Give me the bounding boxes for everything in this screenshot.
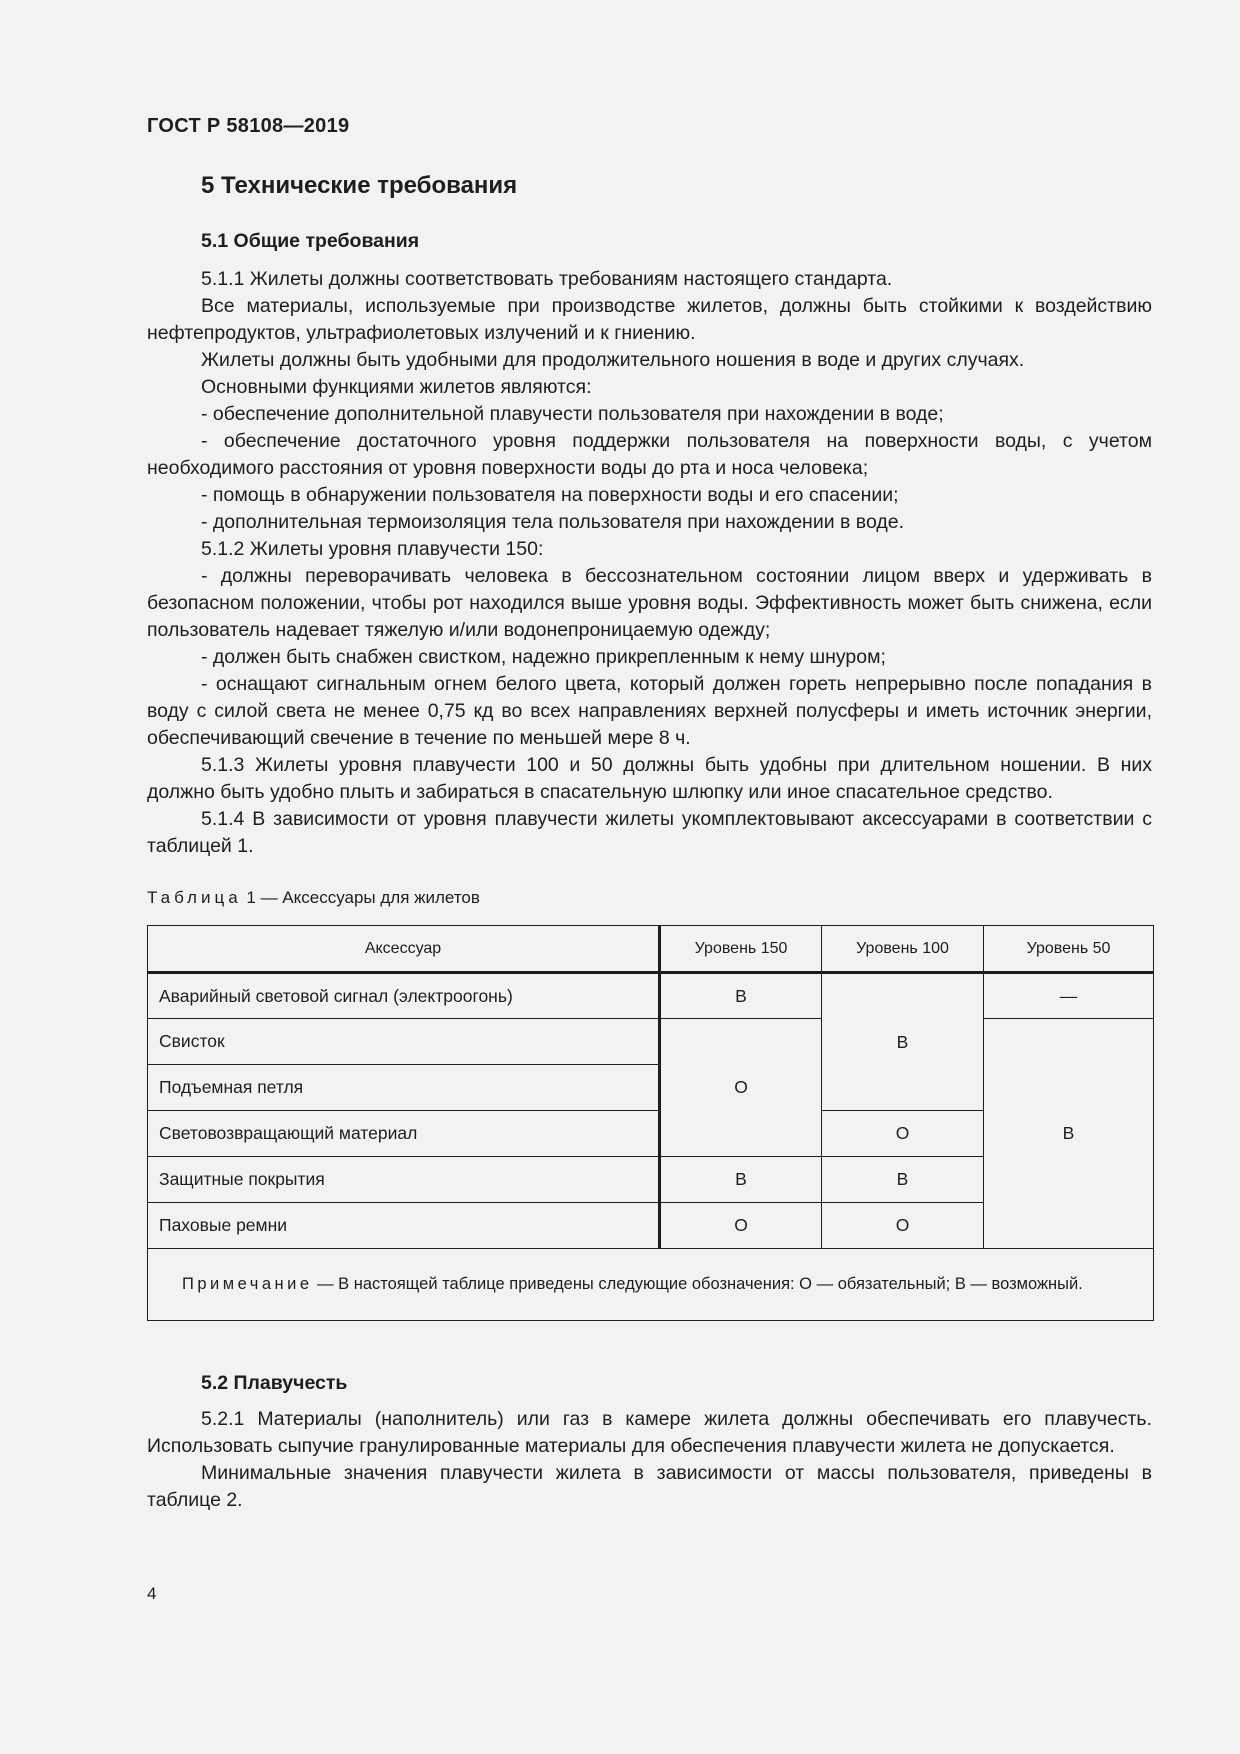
list-item: - обеспечение достаточного уровня поддержки пользователя на поверхности воды, с учетом необходимого расстояния от уровня поверхности воды до рта и носа человека; [147, 430, 1152, 479]
paragraph: Минимальные значения плавучести жилета в зависимости от массы пользователя, приведены в таблице 2. [147, 1462, 1152, 1511]
paragraph: 5.2.1 Материалы (наполнитель) или газ в камере жилета должны обеспечивать его плавучесть. Использовать сыпучие гранулированные материалы для обеспечения плавучести жилета не допускается. [147, 1408, 1152, 1457]
list-item: - оснащают сигнальным огнем белого цвета, который должен гореть непрерывно после попадания в воду с силой света не менее 0,75 кд во всех направлениях верхней полусферы и иметь источник энергии, обеспечивающий свечение в течение по меньшей мере 8 ч. [147, 673, 1152, 749]
accessory-name: Паховые ремни [148, 1203, 660, 1249]
table-header-row [148, 926, 1154, 973]
note-label: Примечание [182, 1275, 313, 1293]
table-note-row [148, 1249, 1154, 1321]
section-title: 5 Технические требования [201, 172, 518, 199]
paragraph: Жилеты должны быть удобными для продолжительного ношения в воде и других случаях. [201, 349, 1025, 371]
list-item: - должны переворачивать человека в бессознательном состоянии лицом вверх и удерживать в безопасном положении, чтобы рот находился выше уровня воды. Эффективность может быть снижена, если пользователь надевает тяжелую и/или водонепроницаемую одежду; [147, 565, 1152, 641]
note-text: — В настоящей таблице приведены следующие обозначения: О — обязательный; В — возможный. [312, 1275, 1083, 1293]
table-caption-label: Таблица [147, 888, 242, 907]
table-caption-title: 1 — Аксессуары для жилетов [246, 888, 480, 907]
document-id: ГОСТ Р 58108—2019 [147, 115, 350, 137]
paragraph: 5.1.4 В зависимости от уровня плавучести жилеты укомплектовывают аксессуарами в соответствии с таблицей 1. [147, 808, 1152, 857]
subsection-title-general: 5.1 Общие требования [201, 230, 420, 252]
table-cell: В [660, 973, 822, 1019]
table-cell: О [822, 1111, 984, 1157]
table-cell: О [822, 1203, 984, 1249]
table-row [148, 973, 1154, 1019]
table-row [148, 1019, 1154, 1065]
table-caption [147, 888, 480, 908]
list-item: - помощь в обнаружении пользователя на поверхности воды и его спасении; [201, 484, 899, 506]
column-header: Уровень 50 [984, 926, 1154, 973]
subsection-title-buoyancy: 5.2 Плавучесть [201, 1372, 348, 1394]
table-cell: В [660, 1157, 822, 1203]
accessories-table [147, 925, 1154, 1321]
table-cell: О [660, 1203, 822, 1249]
column-header: Уровень 100 [822, 926, 984, 973]
general-requirements-text [147, 266, 1152, 860]
table-note [148, 1249, 1154, 1321]
table-cell: В [822, 973, 984, 1111]
column-header: Уровень 150 [660, 926, 822, 973]
buoyancy-text [147, 1406, 1152, 1514]
paragraph: Основными функциями жилетов являются: [201, 376, 592, 398]
paragraph: 5.1.2 Жилеты уровня плавучести 150: [201, 538, 544, 560]
paragraph: Все материалы, используемые при производстве жилетов, должны быть стойкими к воздействию нефтепродуктов, ультрафиолетовых излучений и к гниению. [147, 295, 1152, 344]
accessory-name: Защитные покрытия [148, 1157, 660, 1203]
table-cell: О [660, 1019, 822, 1157]
table-cell: В [984, 1019, 1154, 1249]
page-number: 4 [147, 1584, 157, 1603]
accessory-name: Свисток [148, 1019, 660, 1065]
column-header: Аксессуар [148, 926, 660, 973]
list-item: - должен быть снабжен свистком, надежно прикрепленным к нему шнуром; [201, 646, 886, 668]
list-item: - обеспечение дополнительной плавучести пользователя при нахождении в воде; [201, 403, 944, 425]
table-cell: В [822, 1157, 984, 1203]
accessory-name: Подъемная петля [148, 1065, 660, 1111]
paragraph: 5.1.1 Жилеты должны соответствовать требованиям настоящего стандарта. [201, 268, 893, 290]
paragraph: 5.1.3 Жилеты уровня плавучести 100 и 50 должны быть удобны при длительном ношении. В них должно быть удобно плыть и забираться в спасательную шлюпку или иное спасательное средство. [147, 754, 1152, 803]
table-cell: — [984, 973, 1154, 1019]
list-item: - дополнительная термоизоляция тела пользователя при нахождении в воде. [201, 511, 904, 533]
accessory-name: Световозвращающий материал [148, 1111, 660, 1157]
accessory-name: Аварийный световой сигнал (электроогонь) [148, 973, 660, 1019]
